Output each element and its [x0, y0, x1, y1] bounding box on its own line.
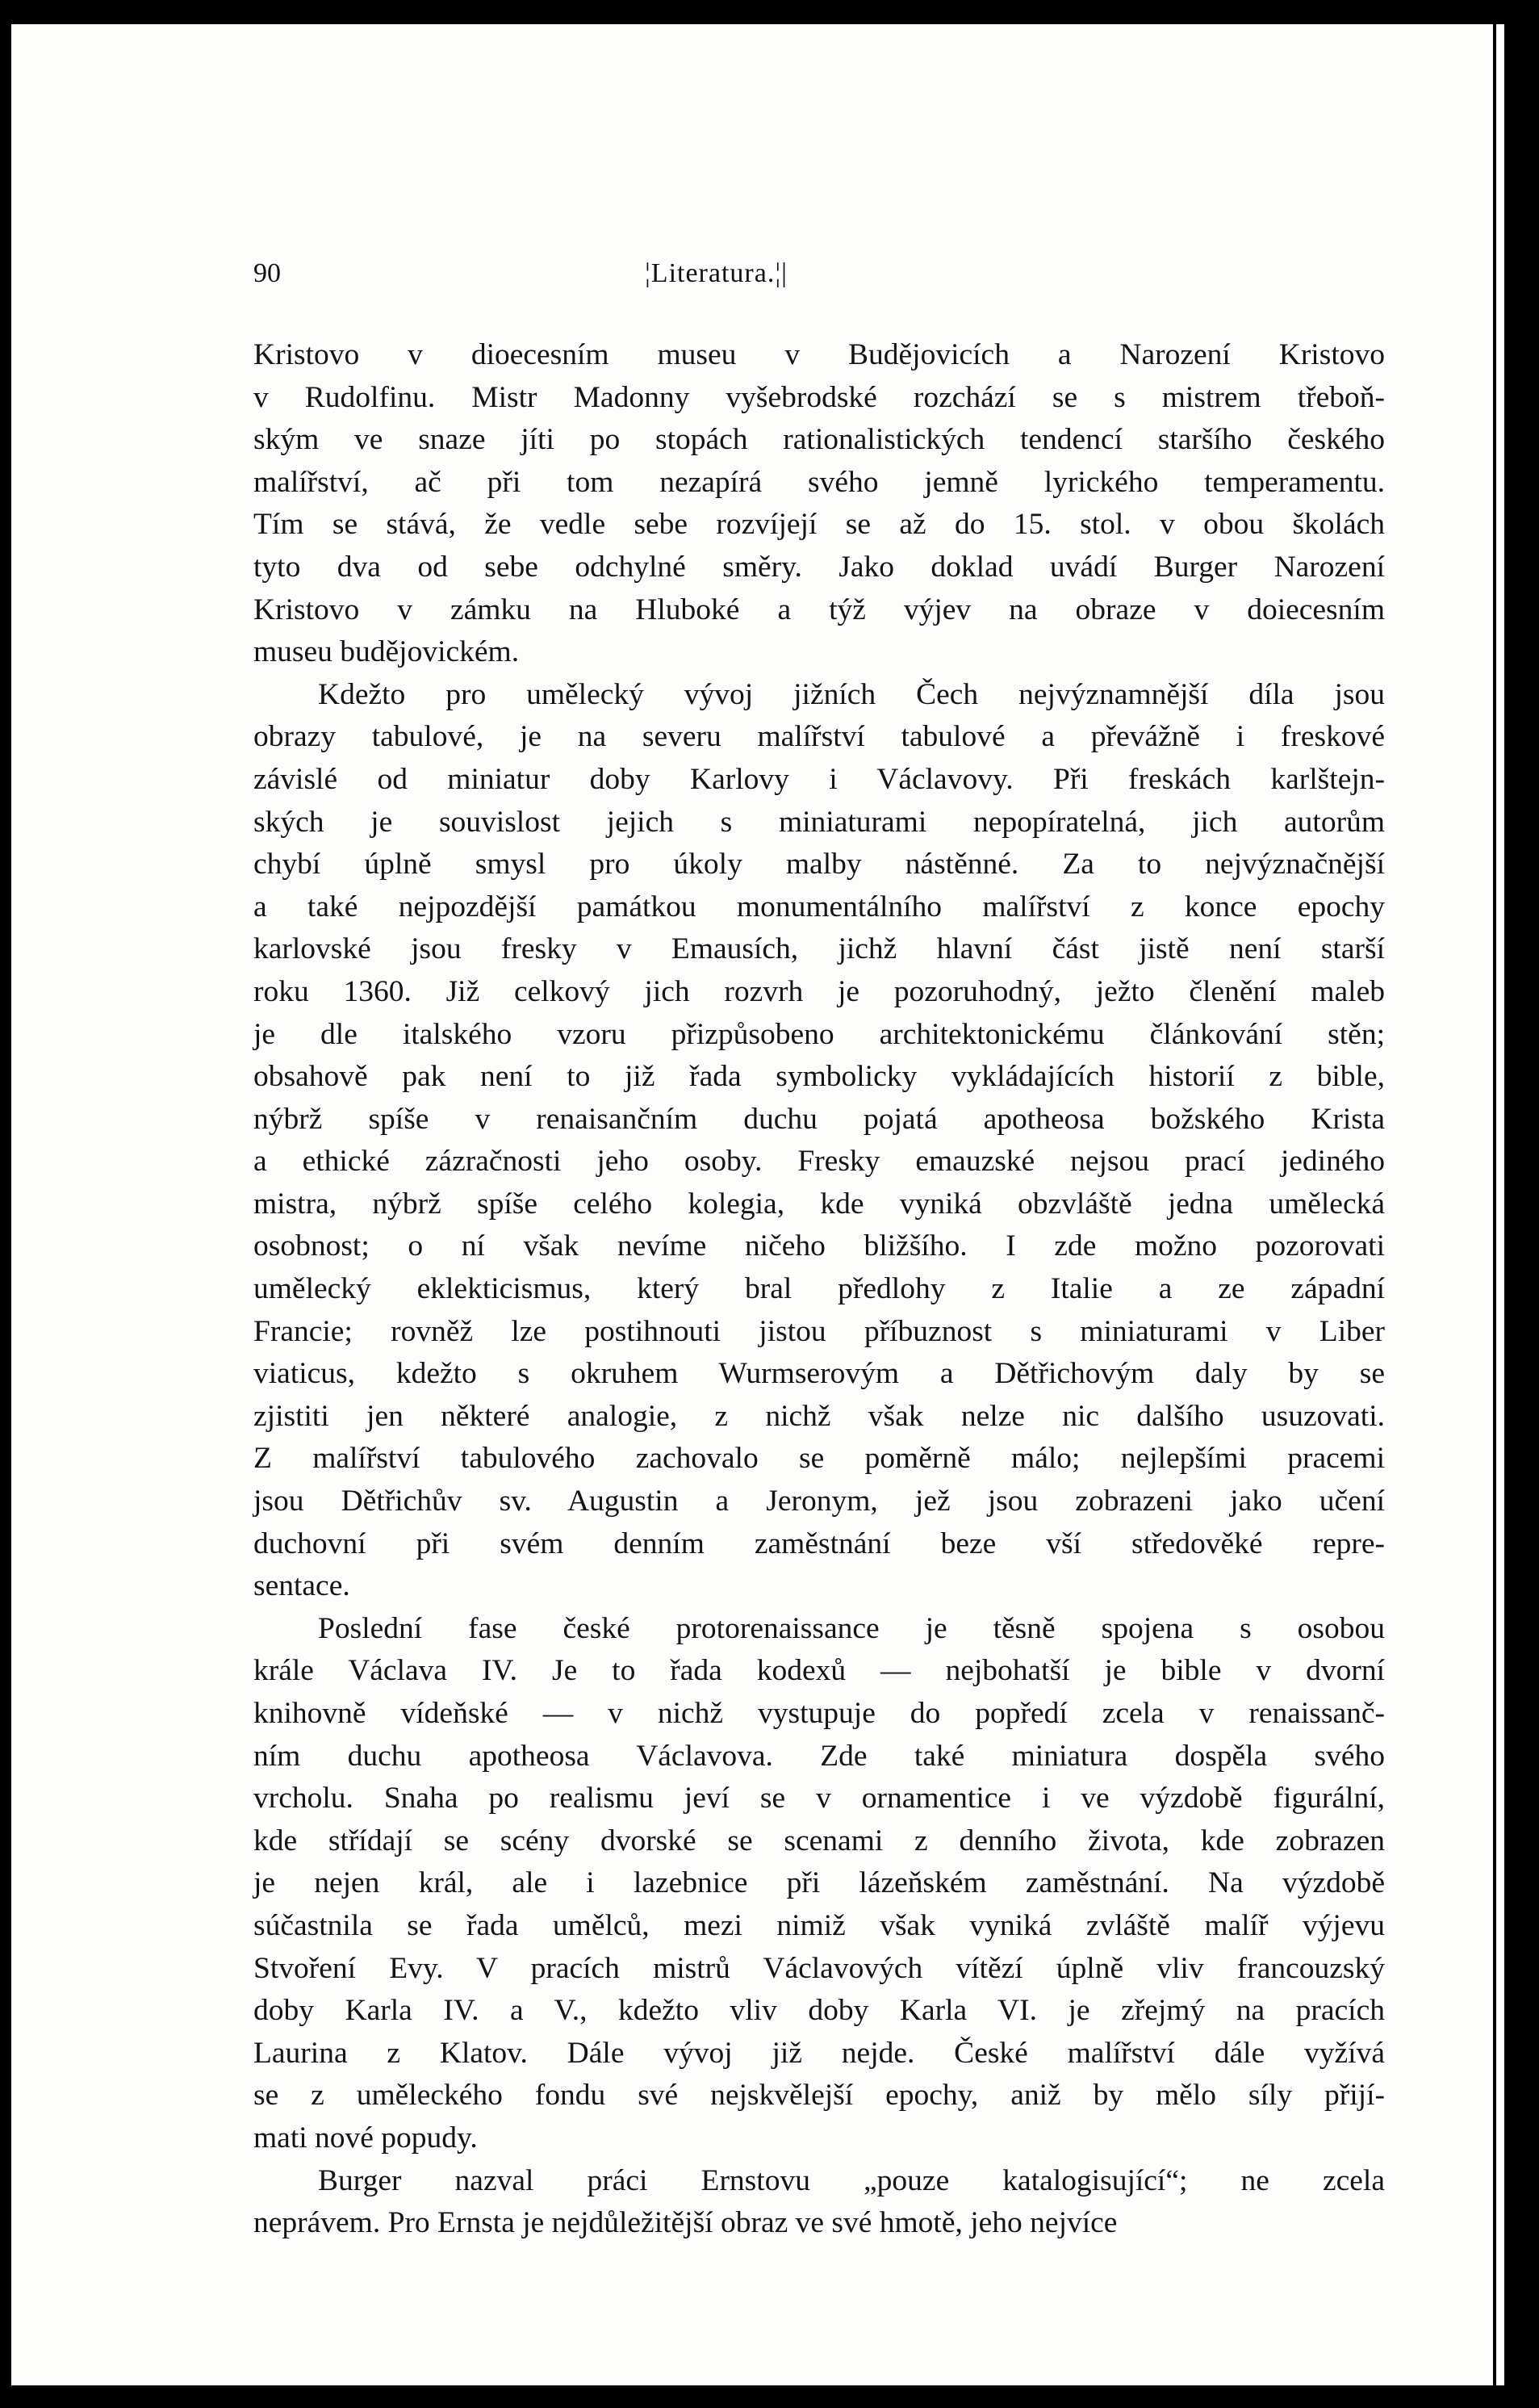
text-line: Burger nazval práci Ernstovu „pouze katalogisující“; ne zcela: [318, 2163, 1385, 2197]
text-line: závislé od miniatur doby Karlovy i Václavovy. Při freskách karlštejn-: [253, 762, 1385, 796]
text-line: kde střídají se scény dvorské se scenami z denního života, kde zobrazen: [253, 1824, 1385, 1857]
text-line: obsahově pak není to již řada symbolicky vykládajících historií z bible,: [253, 1060, 1385, 1094]
text-line: tyto dva od sebe odchylné směry. Jako doklad uvádí Burger Narození: [253, 550, 1385, 584]
text-line: v Rudolfinu. Mistr Madonny vyšebrodské rozchází se s mistrem třeboň-: [253, 380, 1385, 414]
text-line: je dle italského vzoru přizpůsobeno architektonickému článkování stěn;: [253, 1017, 1385, 1051]
text-line: Poslední fase české protorenaissance je těsně spojena s osobou: [318, 1611, 1385, 1645]
text-line: karlovské jsou fresky v Emausích, jichž hlavní část jistě není starší: [253, 932, 1385, 966]
text-line: ských je souvislost jejich s miniaturami nepopíratelná, jich autorům: [253, 805, 1385, 839]
text-line: jsou Dětřichův sv. Augustin a Jeronym, jež jsou zobrazeni jako učení: [253, 1485, 1385, 1518]
text-line: mati nové popudy.: [253, 2121, 478, 2155]
text-line: Francie; rovněž lze postihnouti jistou příbuznost s miniaturami v Liber: [253, 1314, 1385, 1348]
text-line: museu budějovickém.: [253, 635, 520, 669]
body-text: [253, 334, 1385, 2245]
paragraph: [253, 2160, 1385, 2245]
text-line: nýbrž spíše v renaisančním duchu pojatá apotheosa božského Krista: [253, 1102, 1385, 1136]
paragraph: [253, 1608, 1385, 2160]
text-line: ským ve snaze jíti po stopách rationalistických tendencí staršího českého: [253, 423, 1385, 457]
text-line: Kristovo v zámku na Hluboké a týž výjev na obraze v doiecesním: [253, 593, 1385, 626]
page-number: 90: [253, 258, 281, 288]
text-line: Laurina z Klatov. Dále vývoj již nejde. České malířství dále vyžívá: [253, 2036, 1385, 2070]
text-line: sentace.: [253, 1569, 350, 1603]
text-line: Stvoření Evy. V pracích mistrů Václavových vítězí úplně vliv francouzský: [253, 1951, 1385, 1985]
text-line: a také nejpozdější památkou monumentálního malířství z konce epochy: [253, 890, 1385, 923]
running-head: ¦Literatura.¦|: [645, 258, 788, 288]
text-line: chybí úplně smysl pro úkoly malby nástěnné. Za to nejvýznačnější: [253, 848, 1385, 882]
text-line: Kristovo v dioecesním museu v Budějovicích a Narození Kristovo: [253, 338, 1385, 371]
text-line: mistra, nýbrž spíše celého kolegia, kde vyniká obzvláště jedna umělecká: [253, 1187, 1385, 1221]
text-line: vrcholu. Snaha po realismu jeví se v ornamentice i ve výzdobě figurální,: [253, 1782, 1385, 1815]
text-line: doby Karla IV. a V., kdežto vliv doby Karla VI. je zřejmý na pracích: [253, 1994, 1385, 2028]
text-line: zjistiti jen některé analogie, z nichž však nelze nic dalšího usuzovati.: [253, 1399, 1385, 1433]
text-line: krále Václava IV. Je to řada kodexů — nejbohatší je bible v dvorní: [253, 1654, 1385, 1688]
text-line: se z uměleckého fondu své nejskvělejší epochy, aniž by mělo síly přijí-: [253, 2079, 1385, 2113]
text-line: Z malířství tabulového zachovalo se poměrně málo; nejlepšími pracemi: [253, 1442, 1385, 1476]
text-line: umělecký eklekticismus, který bral předlohy z Italie a ze západní: [253, 1272, 1385, 1306]
paragraph: [253, 334, 1385, 674]
text-line: a ethické zázračnosti jeho osoby. Fresky emauzské nejsou prací jediného: [253, 1145, 1385, 1179]
text-line: ním duchu apotheosa Václavova. Zde také miniatura dospěla svého: [253, 1739, 1385, 1773]
text-line: viaticus, kdežto s okruhem Wurmserovým a Dětřichovým daly by se: [253, 1357, 1385, 1391]
text-line: duchovní při svém denním zaměstnání beze vší středověké repre-: [253, 1526, 1385, 1560]
text-line: Kdežto pro umělecký vývoj jižních Čech nejvýznamnější díla jsou: [318, 677, 1385, 711]
text-line: osobnost; o ní však nevíme ničeho bližšího. I zde možno pozorovati: [253, 1229, 1385, 1263]
page-header: [253, 258, 1385, 294]
text-line: roku 1360. Již celkový jich rozvrh je pozoruhodný, ježto členění maleb: [253, 974, 1385, 1008]
page-edge: [1496, 24, 1504, 2385]
text-line: je nejen král, ale i lazebnice při lázeňském zaměstnání. Na výzdobě: [253, 1866, 1385, 1900]
text-line: obrazy tabulové, je na severu malířství tabulové a převážně i freskové: [253, 720, 1385, 754]
text-line: Tím se stává, že vedle sebe rozvíjejí se až do 15. stol. v obou školách: [253, 508, 1385, 542]
text-line: neprávem. Pro Ernsta je nejdůležitější obraz ve své hmotě, jeho nejvíce: [253, 2206, 1118, 2240]
paragraph: [253, 674, 1385, 1608]
text-line: malířství, ač při tom nezapírá svého jemně lyrického temperamentu.: [253, 465, 1385, 499]
text-line: knihovně vídeňské — v nichž vystupuje do popředí zcela v renaissanč-: [253, 1697, 1385, 1730]
text-line: súčastnila se řada umělců, mezi nimiž však vyniká zvláště malíř výjevu: [253, 1908, 1385, 1942]
